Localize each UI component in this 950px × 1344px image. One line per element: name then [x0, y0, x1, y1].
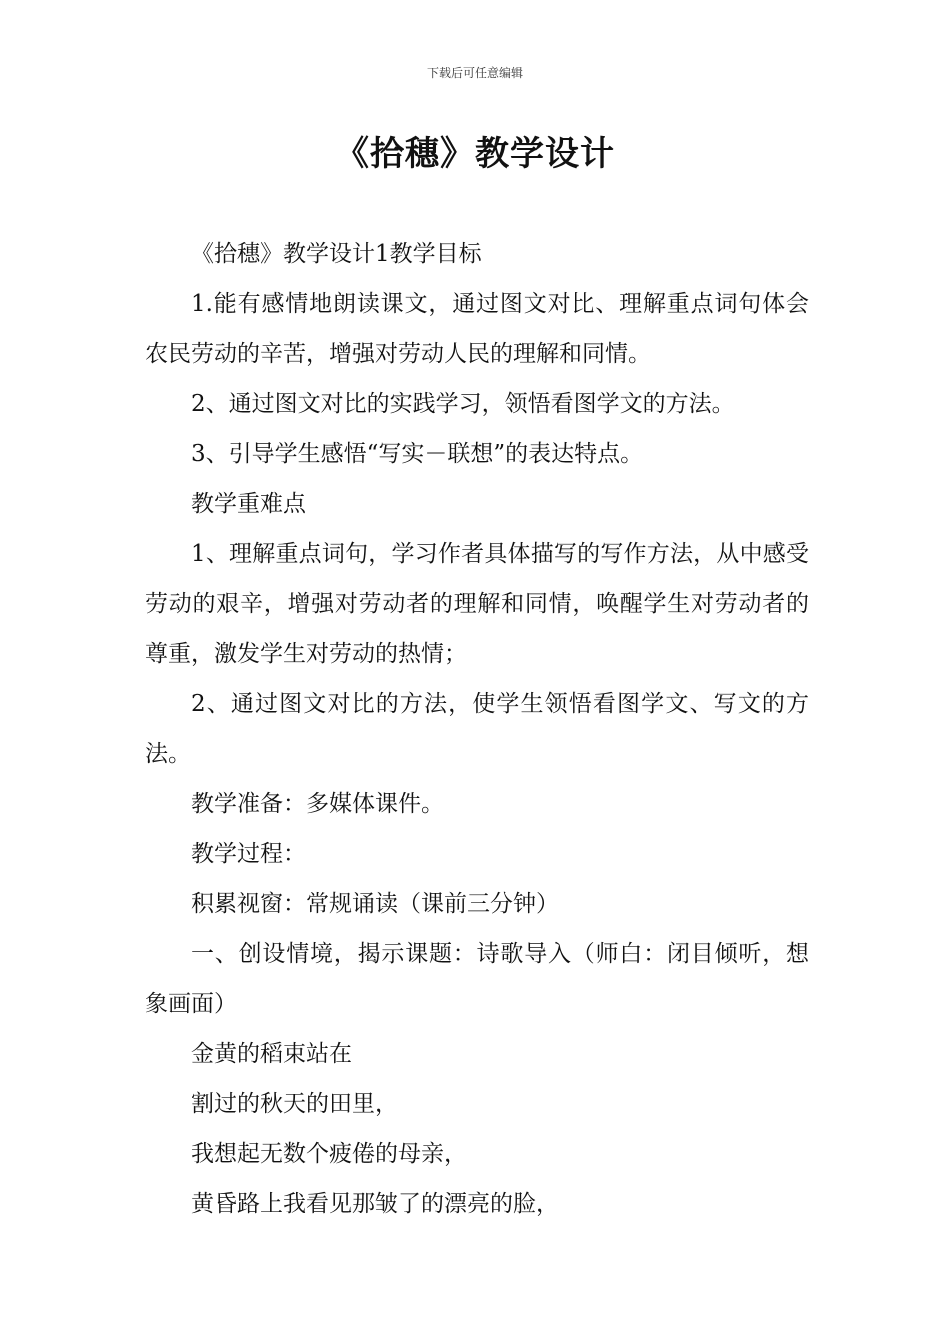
paragraph-accumulation: 积累视窗：常规诵读（课前三分钟）	[191, 891, 559, 917]
paragraph-step-1: 一、创设情境，揭示课题：诗歌导入（师白：闭目倾听，想象画面）	[145, 941, 809, 1017]
paragraph-key-points-heading: 教学重难点	[191, 491, 306, 517]
paragraph-process-heading: 教学过程：	[191, 841, 306, 867]
paragraph-objective-1: 1.能有感情地朗读课文，通过图文对比、理解重点词句体会农民劳动的辛苦，增强对劳动人民的理解和同情。	[145, 291, 809, 367]
poem-line-4: 黄昏路上我看见那皱了的漂亮的脸，	[191, 1191, 559, 1217]
paragraph-objective-3: 3、引导学生感悟“写实－联想”的表达特点。	[191, 441, 644, 467]
paragraph-key-point-1: 1、理解重点词句，学习作者具体描写的写作方法，从中感受劳动的艰辛，增强对劳动者的理解和同情，唤醒学生对劳动者的尊重，激发学生对劳动的热情；	[145, 541, 809, 667]
paragraph-section-heading: 《拾穗》教学设计1教学目标	[191, 241, 482, 267]
poem-line-1: 金黄的稻束站在	[191, 1041, 352, 1067]
document-title: 《拾穗》教学设计	[335, 134, 615, 174]
paragraph-key-point-2: 2、通过图文对比的方法，使学生领悟看图学文、写文的方法。	[145, 691, 809, 767]
poem-line-2: 割过的秋天的田里，	[191, 1091, 398, 1117]
header-note: 下载后可任意编辑	[426, 66, 523, 80]
document-body	[145, 229, 809, 1229]
paragraph-objective-2: 2、通过图文对比的实践学习，领悟看图学文的方法。	[191, 391, 735, 417]
paragraph-preparation: 教学准备：多媒体课件。	[191, 791, 444, 817]
poem-line-3: 我想起无数个疲倦的母亲，	[191, 1141, 467, 1167]
